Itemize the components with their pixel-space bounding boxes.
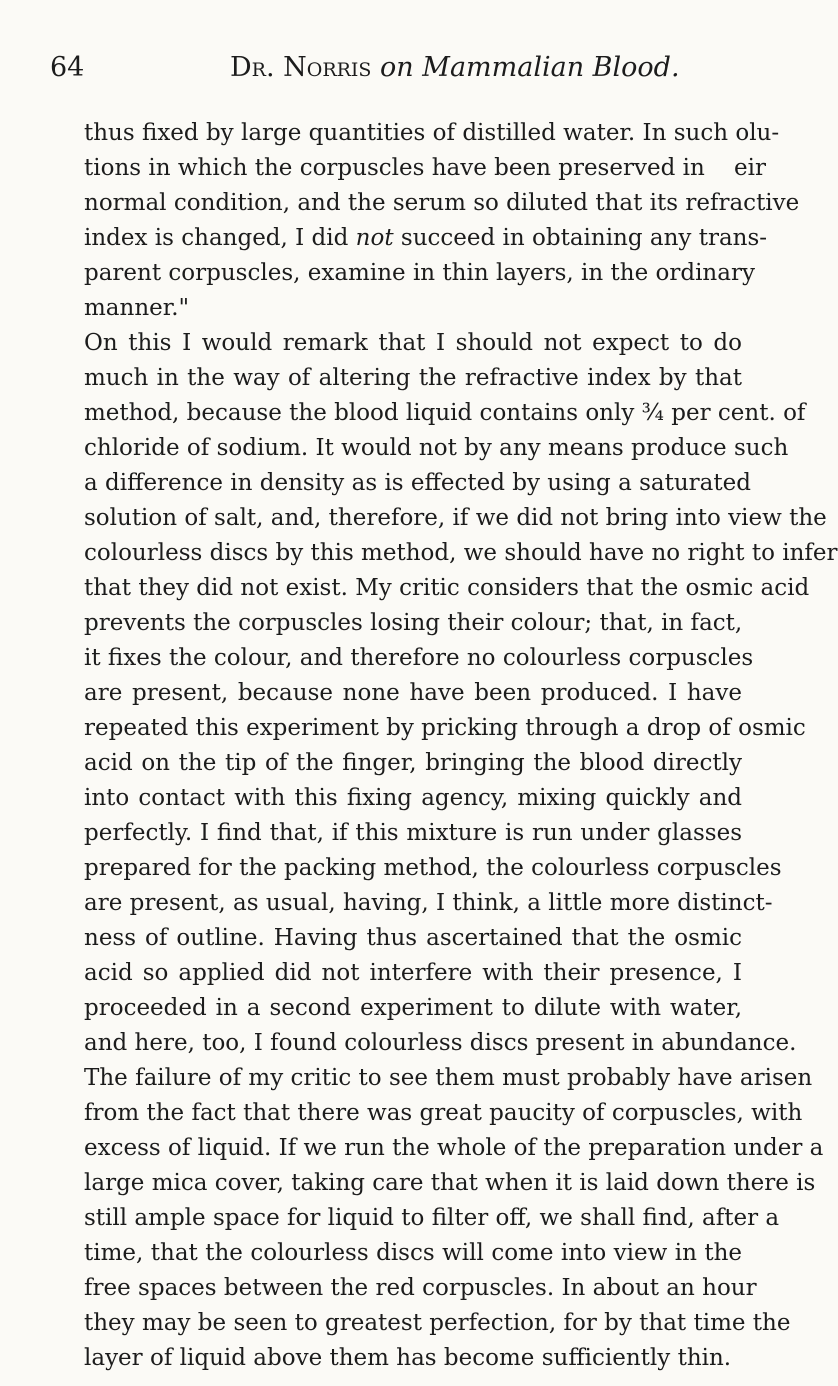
text-line: a difference in density as is effected by using a saturated (84, 470, 751, 496)
emphasis-not: not (355, 225, 394, 251)
text-line: repeated this experiment by pricking through a drop of osmic (84, 715, 806, 741)
text-line: The failure of my critic to see them must probably have arisen (84, 1065, 813, 1091)
text-line: still ample space for liquid to filter off, we shall find, after a (84, 1205, 780, 1231)
body-text (84, 116, 838, 1376)
text-line: are present, as usual, having, I think, a little more distinct- (84, 890, 773, 916)
text-line: normal condition, and the serum so diluted that its refractive (84, 190, 800, 216)
page-number: 64 (50, 52, 85, 83)
text-line: excess of liquid. If we run the whole of the preparation under a (84, 1135, 824, 1161)
text-line: manner." (84, 295, 190, 321)
text-line: prepared for the packing method, the colourless corpuscles (84, 855, 782, 881)
article-title: Mammalian Blood. (422, 52, 680, 83)
text-line: index is changed, I did not succeed in obtaining any trans- (84, 225, 768, 251)
text-line: perfectly. I find that, if this mixture is run under glasses (84, 820, 742, 846)
text-line: tions in which the corpuscles have been preserved in eir (84, 155, 766, 181)
text-line: into contact with this fixing agency, mixing quickly and (84, 785, 742, 811)
text-line: time, that the colourless discs will come into view in the (84, 1240, 742, 1266)
author-name: Dr. Norris (230, 52, 372, 83)
text-line: it fixes the colour, and therefore no colourless corpuscles (84, 645, 754, 671)
text-line: are present, because none have been produced. I have (84, 680, 742, 706)
text-line: from the fact that there was great paucity of corpuscles, with (84, 1100, 803, 1126)
text-line: acid on the tip of the finger, bringing the blood directly (84, 750, 742, 776)
text-line: colourless discs by this method, we should have no right to infer (84, 540, 838, 566)
text-line: ness of outline. Having thus ascertained that the osmic (84, 925, 742, 951)
text-line: solution of salt, and, therefore, if we did not bring into view the (84, 505, 827, 531)
text-line: acid so applied did not interfere with their presence, I (84, 960, 742, 986)
running-title (230, 48, 680, 88)
text-line: proceeded in a second experiment to dilute with water, (84, 995, 742, 1021)
text-line: that they did not exist. My critic considers that the osmic acid (84, 575, 810, 601)
text-line: layer of liquid above them has become sufficiently thin. (84, 1345, 732, 1371)
text-line: and here, too, I found colourless discs present in abundance. (84, 1030, 797, 1056)
text-line: On this I would remark that I should not expect to do (84, 330, 742, 356)
text-line: chloride of sodium. It would not by any means produce such (84, 435, 789, 461)
text-line: much in the way of altering the refractive index by that (84, 365, 742, 391)
text-line: parent corpuscles, examine in thin layers, in the ordinary (84, 260, 755, 286)
text-line: prevents the corpuscles losing their colour; that, in fact, (84, 610, 743, 636)
text-line: free spaces between the red corpuscles. In about an hour (84, 1275, 757, 1301)
text-line: thus fixed by large quantities of distilled water. In such olu- (84, 120, 780, 146)
running-head (50, 48, 730, 88)
text-line: they may be seen to greatest perfection, for by that time the (84, 1310, 791, 1336)
text-line: large mica cover, taking care that when it is laid down there is (84, 1170, 816, 1196)
title-connector: on (380, 52, 414, 83)
text-line: method, because the blood liquid contains only ¾ per cent. of (84, 400, 806, 426)
